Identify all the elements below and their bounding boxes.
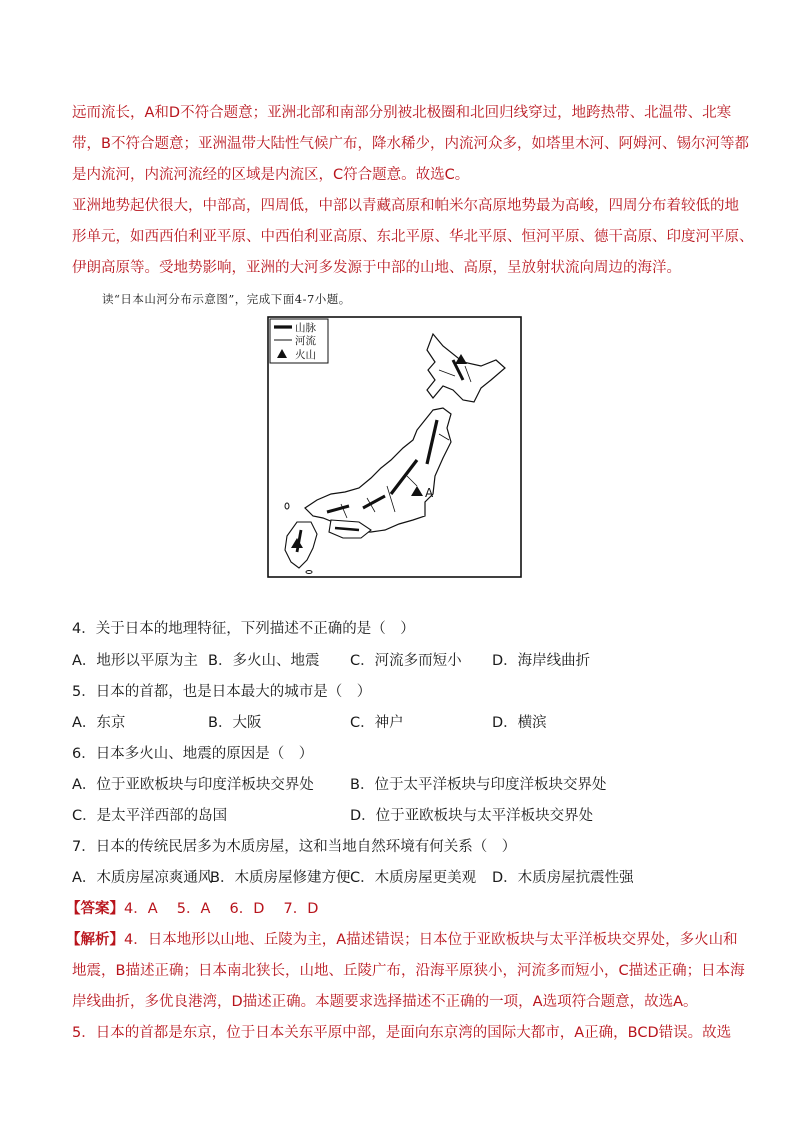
option-d: D．木质房屋抗震性强 (492, 870, 634, 886)
point-a-label: A (425, 486, 434, 500)
explanation-line: 远而流长，A和D不符合题意；亚洲北部和南部分别被北极圈和北回归线穿过，地跨热带、北温带、北寒 (72, 105, 732, 121)
question-stem: 5．日本的首都，也是日本最大的城市是（ ） (72, 684, 372, 700)
answer-line (66, 899, 318, 919)
analysis-tag: 【解析】 (66, 932, 124, 948)
map-legend (270, 319, 328, 363)
legend-mountain-label: 山脉 (295, 322, 316, 334)
option-c: C．河流多而短小 (350, 653, 462, 669)
option-a: A．地形以平原为主 (72, 653, 198, 669)
explanation-line: 是内流河，内流河流经的区域是内流区，C符合题意。故选C。 (72, 167, 470, 183)
small-island (306, 571, 312, 574)
question-stem: 4．关于日本的地理特征，下列描述不正确的是（ ） (72, 621, 415, 637)
option-d: D．位于亚欧板块与太平洋板块交界处 (350, 808, 594, 824)
option-d: D．海岸线曲折 (492, 653, 591, 669)
answer-text: 4．A 5．A 6．D 7．D (124, 901, 319, 917)
legend-river-label: 河流 (295, 335, 316, 347)
explanation-line: 亚洲地势起伏很大，中部高，四周低，中部以青藏高原和帕米尔高原地势最为高峻，四周分布着较低的地 (72, 198, 739, 214)
legend-volcano-label: 火山 (295, 349, 316, 361)
question-stem: 6．日本多火山、地震的原因是（ ） (72, 746, 314, 762)
option-d: D．横滨 (492, 715, 547, 731)
question-stem: 7．日本的传统民居多为木质房屋，这和当地自然环境有何关系（ ） (72, 839, 517, 855)
explanation-line: 形单元，如西西伯利亚平原、中西伯利亚高原、东北平原、华北平原、恒河平原、德干高原、印度河平原、 (72, 229, 754, 245)
option-a: A．木质房屋凉爽通风 (72, 870, 213, 886)
explanation-line: 带，B不符合题意；亚洲温带大陆性气候广布，降水稀少，内流河众多，如塔里木河、阿姆河、锡尔河等都 (72, 136, 749, 152)
option-b: B．木质房屋修建方便 (210, 870, 351, 886)
answer-tag: 【答案】 (66, 901, 124, 917)
japan-map (267, 316, 522, 578)
option-c: C．木质房屋更美观 (350, 870, 477, 886)
small-island (285, 503, 289, 509)
option-b: B．大阪 (208, 715, 262, 731)
analysis-line: 5．日本的首都是东京，位于日本关东平原中部，是面向东京湾的国际大都市，A正确，BCD错误。故选 (72, 1025, 732, 1041)
option-c: C．神户 (350, 715, 404, 731)
analysis-line (66, 930, 738, 950)
option-a: A．位于亚欧板块与印度洋板块交界处 (72, 777, 314, 793)
analysis-text: 4．日本地形以山地、丘陵为主，A描述错误；日本位于亚欧板块与太平洋板块交界处，多火山和 (124, 932, 738, 948)
analysis-line: 岸线曲折，多优良港湾，D描述正确。本题要求选择描述不正确的一项，A选项符合题意，故选A。 (72, 994, 698, 1010)
option-b: B．位于太平洋板块与印度洋板块交界处 (350, 777, 607, 793)
option-c: C．是太平洋西部的岛国 (72, 808, 228, 824)
analysis-line: 地震，B描述正确；日本南北狭长，山地、丘陵广布，沿海平原狭小，河流多而短小，C描述正确；日本海 (72, 963, 745, 979)
map-intro: 读“日本山河分布示意图”，完成下面4-7小题。 (102, 292, 351, 306)
explanation-line: 伊朗高原等。受地势影响，亚洲的大河多发源于中部的山地、高原，呈放射状流向周边的海洋。 (72, 260, 681, 276)
option-a: A．东京 (72, 715, 126, 731)
option-b: B．多火山、地震 (208, 653, 320, 669)
